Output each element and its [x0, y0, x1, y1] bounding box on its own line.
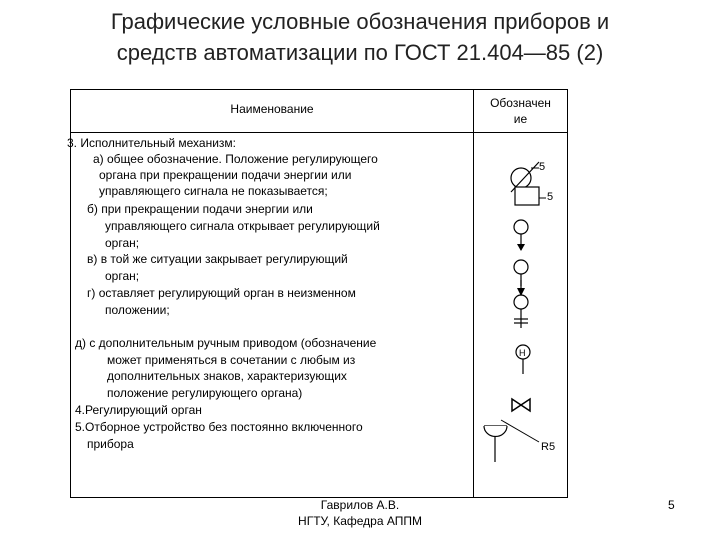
- actuator-ref-label: 5: [539, 161, 546, 173]
- row-3a-line-2: органа при прекращении подачи энергии или: [99, 168, 352, 182]
- row-3e-line-2: может применяться в сочетании с любым из: [107, 353, 356, 367]
- actuator-manual-drive-symbol: [516, 345, 530, 374]
- symbol-drawings: [71, 90, 567, 497]
- row-3e-line-1: д) с дополнительным ручным приводом (обозначение: [75, 336, 377, 350]
- row-5-line-2: прибора: [87, 437, 134, 451]
- sampling-device-symbol: [484, 420, 555, 462]
- row-3d-line-2: положении;: [105, 303, 170, 317]
- row-3b-line-2: управляющего сигнала открывает регулирующий: [105, 219, 380, 233]
- slide-title: [40, 6, 680, 68]
- manual-drive-letter: Н: [519, 348, 526, 358]
- row-3e-line-3: дополнительных знаков, характеризующих: [107, 369, 347, 383]
- regulating-organ-symbol: [512, 399, 530, 411]
- slide-title-line-1: Графические условные обозначения приборов и: [110, 9, 610, 34]
- actuator-keeps-position-symbol: [514, 280, 528, 328]
- row-3a-line-3: управляющего сигнала не показывается;: [99, 184, 328, 198]
- page-number: 5: [668, 498, 675, 512]
- row-3c-line-2: орган;: [105, 269, 140, 283]
- slide-title-line-2: средств автоматизации по ГОСТ 21.404—85 (2): [116, 40, 604, 65]
- row-3-heading: 3. Исполнительный механизм:: [67, 136, 237, 150]
- row-4: 4.Регулирующий орган: [75, 403, 202, 417]
- actuator-general-symbol: [511, 161, 553, 205]
- actuator-opens-symbol: [514, 220, 528, 251]
- footer-author: Гаврилов А.В.: [320, 498, 400, 512]
- row-3a-line-1: а) общее обозначение. Положение регулирующего: [93, 152, 378, 166]
- row-5-line-1: 5.Отборное устройство без постоянно включенного: [75, 420, 363, 434]
- row-3b-line-1: б) при прекращении подачи энергии или: [87, 202, 313, 216]
- row-3d-line-1: г) оставляет регулирующий орган в неизменном: [87, 286, 356, 300]
- footer: [270, 497, 450, 529]
- column-header-symbol-line-2: ие: [513, 112, 528, 126]
- footer-department: НГТУ, Кафедра АППМ: [298, 514, 422, 528]
- row-3e-line-4: положение регулирующего органа): [107, 386, 303, 400]
- column-header-symbol-line-1: Обозначен: [490, 96, 551, 110]
- symbols-table: [67, 89, 568, 498]
- box-ref-label: 5: [547, 191, 554, 203]
- row-3c-line-1: в) в той же ситуации закрывает регулирующий: [87, 252, 348, 266]
- row-3b-line-3: орган;: [105, 236, 140, 250]
- column-header-name: Наименование: [230, 102, 314, 116]
- sampling-ref-label: R5: [541, 441, 556, 453]
